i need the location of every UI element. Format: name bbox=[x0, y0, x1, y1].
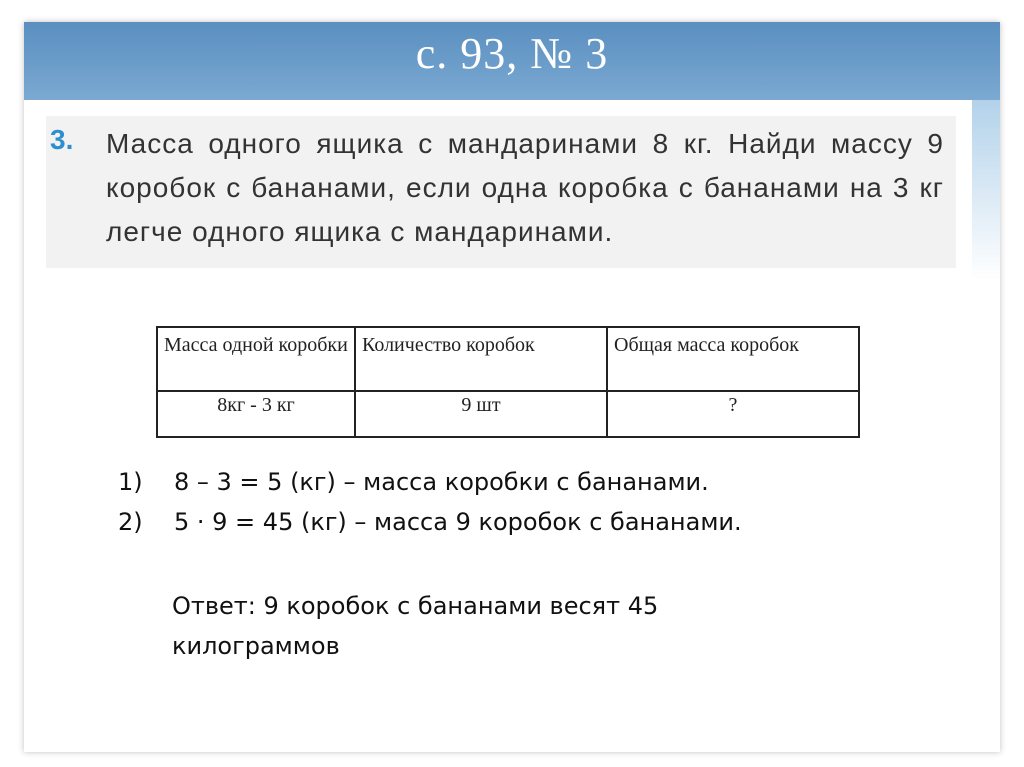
problem-statement bbox=[46, 116, 956, 268]
value-cell-mass: 8кг - 3 кг bbox=[157, 391, 355, 437]
header-cell-count: Количество коробок bbox=[355, 327, 607, 391]
header-cell-mass: Масса одной коробки bbox=[157, 327, 355, 391]
slide-title: с. 93, № 3 bbox=[415, 29, 609, 78]
value-cell-count: 9 шт bbox=[355, 391, 607, 437]
table-header-row bbox=[157, 327, 859, 391]
step-number: 1) bbox=[118, 468, 143, 496]
side-decoration bbox=[972, 100, 1000, 280]
solution-steps bbox=[118, 462, 978, 542]
data-table bbox=[156, 326, 860, 438]
step-text: 5 · 9 = 45 (кг) – масса 9 коробок с бананами. bbox=[174, 508, 742, 536]
solution-step bbox=[118, 502, 978, 542]
step-number: 2) bbox=[118, 508, 143, 536]
value-cell-total: ? bbox=[607, 391, 859, 437]
problem-text: Масса одного ящика с мандаринами 8 кг. Найди массу 9 коробок с бананами, если одна коробка с бананами на 3 кг легче одного ящика с мандаринами. bbox=[106, 128, 944, 247]
step-text: 8 – 3 = 5 (кг) – масса коробки с бананами. bbox=[174, 468, 709, 496]
table-row bbox=[157, 391, 859, 437]
problem-number: 3. bbox=[50, 124, 74, 155]
answer-text: Ответ: 9 коробок с бананами весят 45 килограммов bbox=[172, 592, 659, 660]
solution-step bbox=[118, 462, 978, 502]
header-cell-total: Общая масса коробок bbox=[607, 327, 859, 391]
